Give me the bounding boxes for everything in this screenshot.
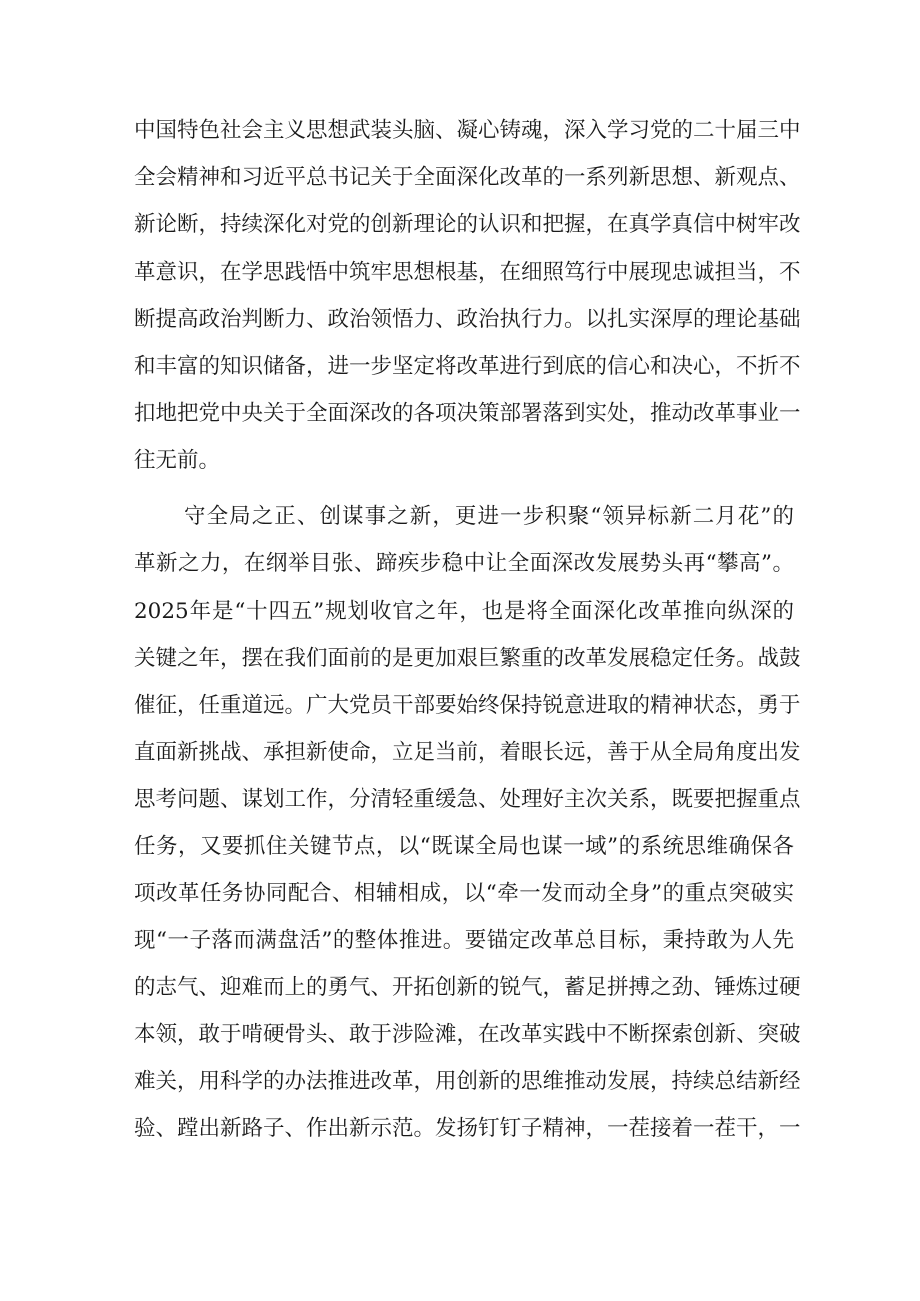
paragraph-2-line-6: 直面新挑战、承担新使命，立足当前，着眼长远，善于从全局角度出发 [134,740,801,765]
paragraph-2-line-13: 难关，用科学的办法推进改革，用创新的思维推动发展，持续总结新经 [134,1069,801,1094]
paragraph-1-line-3: 新论断，持续深化对党的创新理论的认识和把握，在真学真信中树牢改 [134,212,801,237]
paragraph-2-line-2: 革新之力，在纲举目张、蹄疾步稳中让全面深改发展势头再“攀高”。 [134,551,794,576]
paragraph-2-line-5: 催征，任重道远。广大党员干部要始终保持锐意进取的精神状态，勇于 [134,693,801,718]
paragraph-1-line-7: 扣地把党中央关于全面深改的各项决策部署落到实处，推动改革事业一 [134,401,801,426]
paragraph-2-line-11: 的志气、迎难而上的勇气、开拓创新的锐气，蓄足拼搏之劲、锤炼过硬 [134,975,801,1000]
paragraph-2-line-12: 本领，敢于啃硬骨头、敢于涉险滩，在改革实践中不断探索创新、突破 [134,1022,801,1047]
paragraph-2-line-1: 守全局之正、创谋事之新，更进一步积聚“领异标新二月花”的 [184,504,794,529]
paragraph-1-line-6: 和丰富的知识储备，进一步坚定将改革进行到底的信心和决心，不折不 [134,354,801,379]
paragraph-1-line-1: 中国特色社会主义思想武装头脑、凝心铸魂，深入学习党的二十届三中 [134,118,801,143]
paragraph-1-line-4: 革意识，在学思践悟中筑牢思想根基，在细照笃行中展现忠诚担当，不 [134,260,801,285]
paragraph-2-line-10: 现“一子落而满盘活”的整体推进。要锚定改革总目标，秉持敢为人先 [134,928,794,953]
paragraph-2-line-4: 关键之年，摆在我们面前的是更加艰巨繁重的改革发展稳定任务。战鼓 [134,646,801,671]
paragraph-2-line-7: 思考问题、谋划工作，分清轻重缓急、处理好主次关系，既要把握重点 [134,787,801,812]
paragraph-2-line-8: 任务，又要抓住关键节点，以“既谋全局也谋一域”的系统思维确保各 [134,834,794,859]
paragraph-2-line-14: 验、蹚出新路子、作出新示范。发扬钉钉子精神，一茬接着一茬干，一 [134,1116,801,1141]
paragraph-1-line-2: 全会精神和习近平总书记关于全面深化改革的一系列新思想、新观点、 [134,165,801,190]
paragraph-1-line-5: 断提高政治判断力、政治领悟力、政治执行力。以扎实深厚的理论基础 [134,307,801,332]
paragraph-1-line-8: 往无前。 [134,448,221,473]
paragraph-2-line-3: 2025年是“十四五”规划收官之年，也是将全面深化改革推向纵深的 [134,599,794,624]
paragraph-2-line-9: 项改革任务协同配合、相辅相成，以“牵一发而动全身”的重点突破实 [134,881,794,906]
